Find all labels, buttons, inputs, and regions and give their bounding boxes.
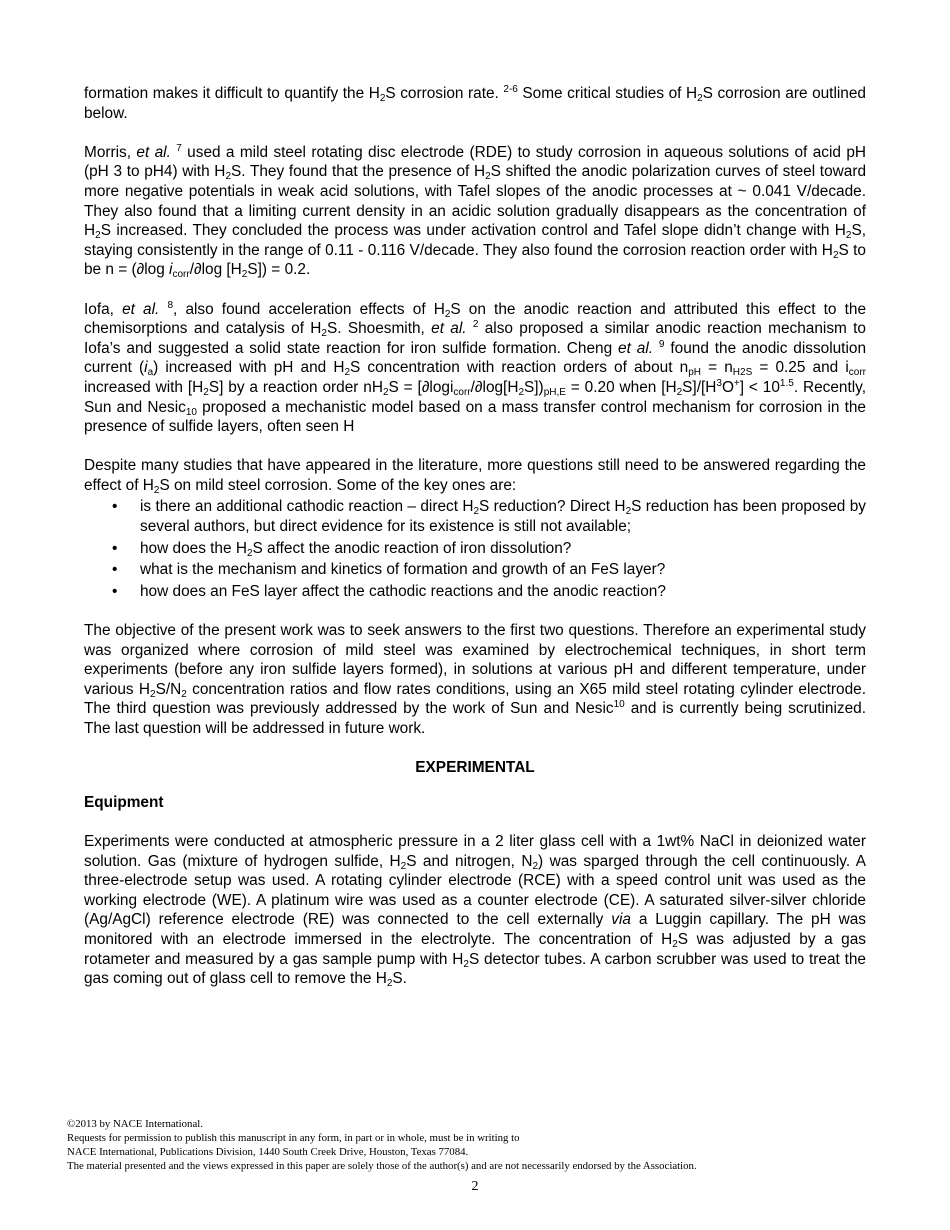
citation: 7 <box>176 142 182 154</box>
paragraph-questions-intro: Despite many studies that have appeared in the literature, more questions still need to be answered regarding the effect of $H_2S$ on mild steel corrosion. Some of the key ones are: <box>84 457 866 496</box>
list-item: • how does an FeS layer affect the cathodic reactions and the anodic reaction? <box>112 582 666 600</box>
citation: 2 <box>472 319 479 331</box>
citation: 2-6 <box>503 84 518 95</box>
bullet-icon: • <box>112 498 118 516</box>
citation: 9 <box>658 338 665 350</box>
copyright-footer <box>67 1117 867 1173</box>
paragraph-equipment: Experiments were conducted at atmospheric pressure in a 2 liter glass cell with a 1wt% NaCl in deionized water solution. Gas (mixture of hydrogen sulfide, $H_2S$ and nitrogen, $N_2$) was sparged through the cell continuously. A three-electrode setup was used. A rotating cylinder electrode (RCE) with a speed control unit was used as the working electrode (WE). A platinum wire was used as a counter electrode (CE). A saturated silver-silver chloride (Ag/AgCl) reference electrode (RE) was connected to the cell externally via a Luggin capillary. The pH was monitored with an electrode immersed in the electrolyte. The concentration of $H_2S$ was adjusted by a gas rotameter and measured by a gas sample pump with $H_2S$ detector tubes. A carbon scrubber was used to treat the gas coming out of glass cell to remove the $H_2S$. <box>84 832 866 990</box>
list-item: • is there an additional cathodic reaction – direct $H_2S$ reduction? Direct $H_2S$ reduction has been proposed by several authors, but direct evidence for its existence is still not available; <box>112 498 866 536</box>
page-number: 2 <box>471 1179 479 1194</box>
citation: 1.5 <box>779 377 794 389</box>
footer-address: NACE International, Publications Division, 1440 South Creek Drive, Houston, Texas 77084. <box>67 1146 469 1158</box>
bullet-icon: • <box>112 561 118 579</box>
body-text <box>84 84 866 989</box>
footer-copyright: ©2013 by NACE International. <box>67 1118 203 1130</box>
section-heading-experimental: EXPERIMENTAL <box>415 759 535 777</box>
list-item: • what is the mechanism and kinetics of formation and growth of an FeS layer? <box>112 561 666 579</box>
subsection-heading-equipment: Equipment <box>84 793 164 811</box>
paragraph-iofa: Iofa, et al. $^8$, also found acceleration effects of $H_2S$ on the anodic reaction and attributed this effect to the chemisorptions and catalysis of $H_2S$. Shoesmith, et al. $^2$ also proposed a similar anodic reaction mechanism to Iofa’s and suggested a solid state reaction for iron sulfide formation. Cheng et al. $^9$ found the anodic dissolution current $(i_a)$ increased with pH and $H_2S$ concentration with reaction orders of about $n_{pH} = n_{H2S} = 0.25$ and $i_{corr}$ increased with $[H_2S]$ by a reaction order $nH_2S = [\partial\log i_{corr}/\partial\log[H_2S])_{pH,E} = 0.20$ when $[H_2S]/[H^3O^+] < 10^{1.5}$. Recently, Sun and Nesic$_{10}$ proposed a mechanistic model based on a mass transfer control mechanism for corrosion in the presence of sulfide layers, often seen H <box>84 299 867 436</box>
paragraph-objective: The objective of the present work was to seek answers to the first two questions. Therefore an experimental study was organized where corrosion of mild steel was examined by electrochemical techniques, in short term experiments (before any iron sulfide layers formed), in solutions at various pH and different temperature, under various $H_2S/N_2$ concentration ratios and flow rates conditions, using an X65 mild steel rotating cylinder electrode. The third question was previously addressed by the work of Sun and Nesic$^{10}$ and is currently being scrutinized. The last question will be addressed in future work. <box>84 622 866 737</box>
paragraph-intro-end: formation makes it difficult to quantify the $H_2S$ corrosion rate. $^{2-6}$ Some critical studies of $H_2S$ corrosion are outlined below. <box>84 84 866 122</box>
footer-disclaimer: The material presented and the views expressed in this paper are solely those of the author(s) and are not necessarily endorsed by the Association. <box>67 1160 697 1172</box>
paragraph-morris: Morris, et al. $^7$ used a mild steel rotating disc electrode (RDE) to study corrosion in aqueous solutions of acid pH (pH 3 to pH4) with $H_2S$. They found that the presence of $H_2S$ shifted the anodic polarization curves of steel toward more negative potentials in weak acid solutions, with Tafel slopes of the anodic processes at ~ 0.041 V/decade. They also found that a limiting current density in an acidic solution gradually disappears as the concentration of $H_2S$ increased. They concluded the process was under activation control and Tafel slope didn’t change with $H_2S$, staying consistently in the range of 0.11 - 0.116 V/decade. They also found the corrosion reaction order with $H_2S$ to be n = (∂log $i_{corr}/\partial\log$ $[H_2S]) = 0.2$. <box>84 142 867 281</box>
citation: 8 <box>167 299 174 311</box>
footer-permission: Requests for permission to publish this manuscript in any form, in part or in whole, must be in writing to <box>67 1132 520 1144</box>
list-item: • how does the $H_2S$ affect the anodic reaction of iron dissolution? <box>112 539 572 559</box>
citation: 10 <box>613 699 625 711</box>
questions-list <box>84 497 866 601</box>
bullet-icon: • <box>112 582 118 600</box>
bullet-icon: • <box>112 539 118 557</box>
